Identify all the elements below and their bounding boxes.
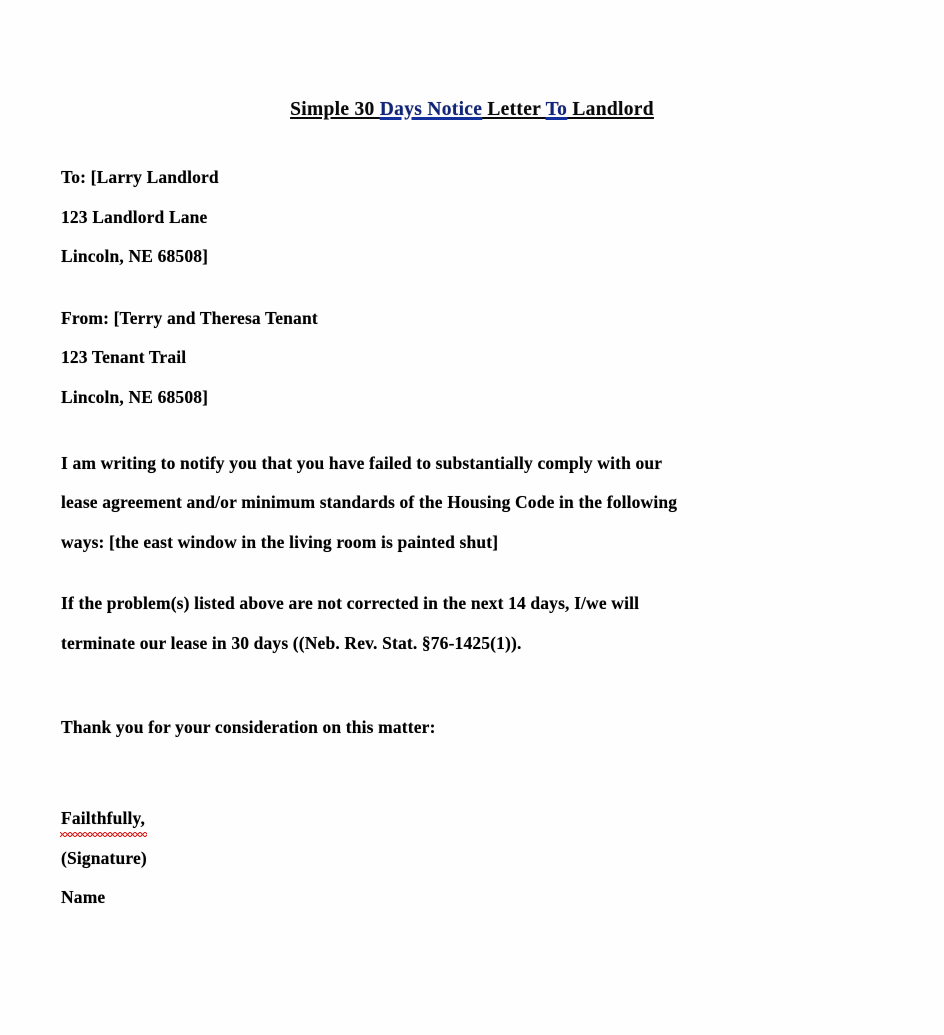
paragraph-termination-terms (61, 584, 853, 663)
sender-address-block (61, 299, 861, 418)
spacer-after-sender (61, 418, 861, 444)
spacer-after-paragraph-1 (61, 562, 861, 584)
valediction-misspelled-word: Failthfully, (61, 799, 145, 839)
title-segment-plain-3: Landlord (567, 99, 654, 120)
spacer-before-signoff (61, 747, 861, 799)
recipient-line-3: Lincoln, NE 68508] (61, 246, 209, 267)
title-link-to[interactable]: To (545, 99, 568, 120)
closing-line: Thank you for your consideration on this matter: (61, 716, 436, 737)
title-segment-plain-1: Simple 30 (290, 99, 380, 120)
sender-line-3: Lincoln, NE 68508] (61, 386, 209, 407)
paragraph-2-line-2: terminate our lease in 30 days ((Neb. Rev. Stat. §76-1425(1)). (61, 632, 522, 653)
name-placeholder: Name (61, 887, 106, 908)
page-title (0, 98, 944, 121)
sender-line-1: From: [Terry and Theresa Tenant (61, 307, 318, 328)
sender-line-2: 123 Tenant Trail (61, 347, 187, 368)
recipient-address-block (61, 158, 861, 277)
paragraph-violation-notice (61, 444, 853, 563)
signoff-block (61, 799, 861, 918)
title-link-days-notice[interactable]: Days Notice (379, 99, 483, 120)
paragraph-1-line-1: I am writing to notify you that you have failed to substantially comply with our (61, 452, 663, 473)
recipient-line-1: To: [Larry Landlord (61, 167, 219, 187)
recipient-line-2: 123 Landlord Lane (61, 206, 208, 227)
letter-body (61, 158, 861, 918)
paragraph-1-line-2: lease agreement and/or minimum standards of the Housing Code in the following (61, 492, 678, 513)
paragraph-1-line-3: ways: [the east window in the living room is painted shut] (61, 531, 499, 552)
paragraph-2-line-1: If the problem(s) listed above are not corrected in the next 14 days, I/we will (61, 593, 640, 614)
spacer-after-paragraph-2 (61, 664, 861, 708)
title-segment-plain-2: Letter (482, 99, 546, 120)
spacer-after-recipient (61, 277, 861, 299)
signature-placeholder: (Signature) (61, 847, 147, 868)
valediction-line (61, 799, 861, 839)
